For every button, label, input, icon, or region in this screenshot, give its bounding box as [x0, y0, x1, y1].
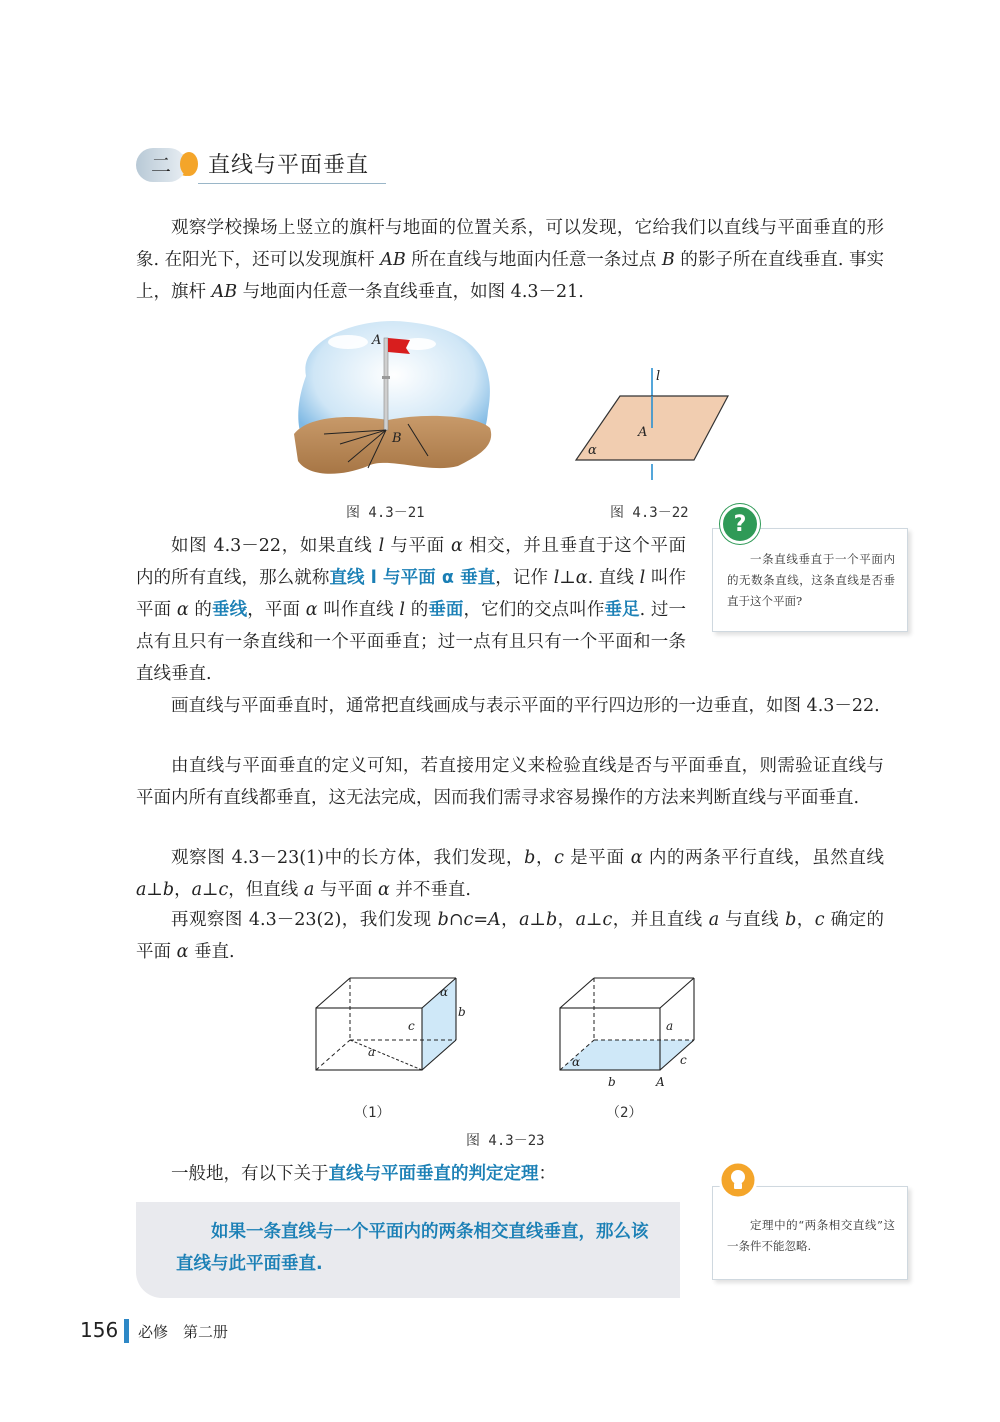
- svg-text:b: b: [608, 1075, 616, 1089]
- drawing-paragraph: 画直线与平面垂直时，通常把直线画成与表示平面的平行四边形的一边垂直，如图 4.3－22.: [171, 696, 880, 716]
- svg-text:a: a: [666, 1019, 674, 1033]
- theorem-text: 如果一条直线与一个平面内的两条相交直线垂直，那么该直线与此平面垂直.: [176, 1222, 649, 1274]
- svg-text:c: c: [680, 1053, 687, 1067]
- verification-paragraph: 由直线与平面垂直的定义可知，若直接用定义来检验直线是否与平面垂直，则需验证直线与平面内所有直线都垂直，这无法完成，因而我们需寻求容易操作的方法来判断直线与平面垂直.: [136, 756, 884, 808]
- svg-text:c: c: [408, 1019, 415, 1033]
- section-orange-bullet: [180, 152, 198, 176]
- label-alpha: α: [588, 443, 597, 458]
- theorem-box: [136, 1202, 680, 1298]
- observation-2-paragraph: 再观察图 4.3－23(2)，我们发现 b∩c=A，a⊥b，a⊥c，并且直线 a 与直线 b，c 确定的平面 α 垂直.: [136, 910, 885, 962]
- section-title: 直线与平面垂直: [208, 153, 370, 178]
- observation-1-paragraph: 观察图 4.3－23(1)中的长方体，我们发现，b，c 是平面 α 内的两条平行直线，虽然直线 a⊥b，a⊥c，但直线 a 与平面 α 并不垂直.: [136, 848, 884, 900]
- figure-line-plane: [570, 366, 740, 484]
- svg-text:α: α: [440, 985, 449, 999]
- figure-22-caption: 图 4.3－22: [610, 505, 689, 521]
- term-perpendicular-line: 垂线: [212, 600, 248, 620]
- term-foot: 垂足: [604, 600, 640, 620]
- section-underline: [198, 183, 386, 184]
- svg-text:b: b: [458, 1005, 466, 1019]
- label-l: l: [656, 369, 661, 384]
- general-statement: 一般地，有以下关于直线与平面垂直的判定定理：: [171, 1164, 556, 1184]
- note-question-text: 一条直线垂直于一个平面内的无数条直线，这条直线是否垂直于这个平面?: [727, 552, 895, 608]
- section-number-badge: [136, 148, 186, 182]
- intro-paragraph: 观察学校操场上竖立的旗杆与地面的位置关系，可以发现，它给我们以直线与平面垂直的形象. 在阳光下，还可以发现旗杆 AB 所在直线与地面内任意一条过点 B 的影子所在直线垂直. 事实上，旗杆 AB 与地面内任意一条直线垂直，如图 4.3－21.: [136, 218, 885, 302]
- flagpole: [384, 338, 388, 430]
- footer-divider: [124, 1319, 129, 1343]
- figure-cuboid-2: [554, 974, 704, 1090]
- term-perpendicular-plane: 垂面: [428, 600, 464, 620]
- figure-flagpole: [288, 316, 498, 486]
- page-number: 156: [80, 1318, 119, 1342]
- term-theorem: 直线与平面垂直的判定定理: [328, 1164, 539, 1184]
- term-perpendicular: 直线 l 与平面 α 垂直: [329, 568, 496, 588]
- figure-23-caption: 图 4.3－23: [466, 1133, 545, 1149]
- label-a-point: A: [638, 425, 648, 440]
- figure-cuboid-1: [310, 974, 480, 1078]
- section-number: 二: [151, 153, 171, 177]
- lightbulb-icon: [718, 1160, 758, 1200]
- definition-paragraph: 如图 4.3－22，如果直线 l 与平面 α 相交，并且垂直于这个平面内的所有直线，那么就称直线 l 与平面 α 垂直，记作 l⊥α. 直线 l 叫作平面 α 的垂线，平面 α 叫作直线 l 的垂面，它们的交点叫作垂足. 过一点有且只有一条直线和一个平面垂直；过一点有且只有一个平面和一条直线垂直.: [136, 536, 687, 684]
- margin-note-tip: [712, 1186, 908, 1280]
- figure-21-caption: 图 4.3－21: [346, 505, 425, 521]
- note-tip-text: 定理中的“两条相交直线”这一条件不能忽略.: [727, 1218, 895, 1253]
- figure-23-sub2: （2）: [606, 1105, 643, 1121]
- book-title: 必修 第二册: [138, 1323, 229, 1341]
- svg-text:α: α: [572, 1055, 581, 1069]
- svg-text:a: a: [368, 1045, 376, 1059]
- flag-icon: [388, 338, 410, 354]
- svg-text:A: A: [656, 1075, 665, 1089]
- label-b: B: [392, 431, 402, 446]
- section-heading: [136, 146, 386, 186]
- label-a: A: [372, 333, 382, 348]
- question-icon: ?: [720, 504, 760, 544]
- figure-23-sub1: （1）: [354, 1105, 391, 1121]
